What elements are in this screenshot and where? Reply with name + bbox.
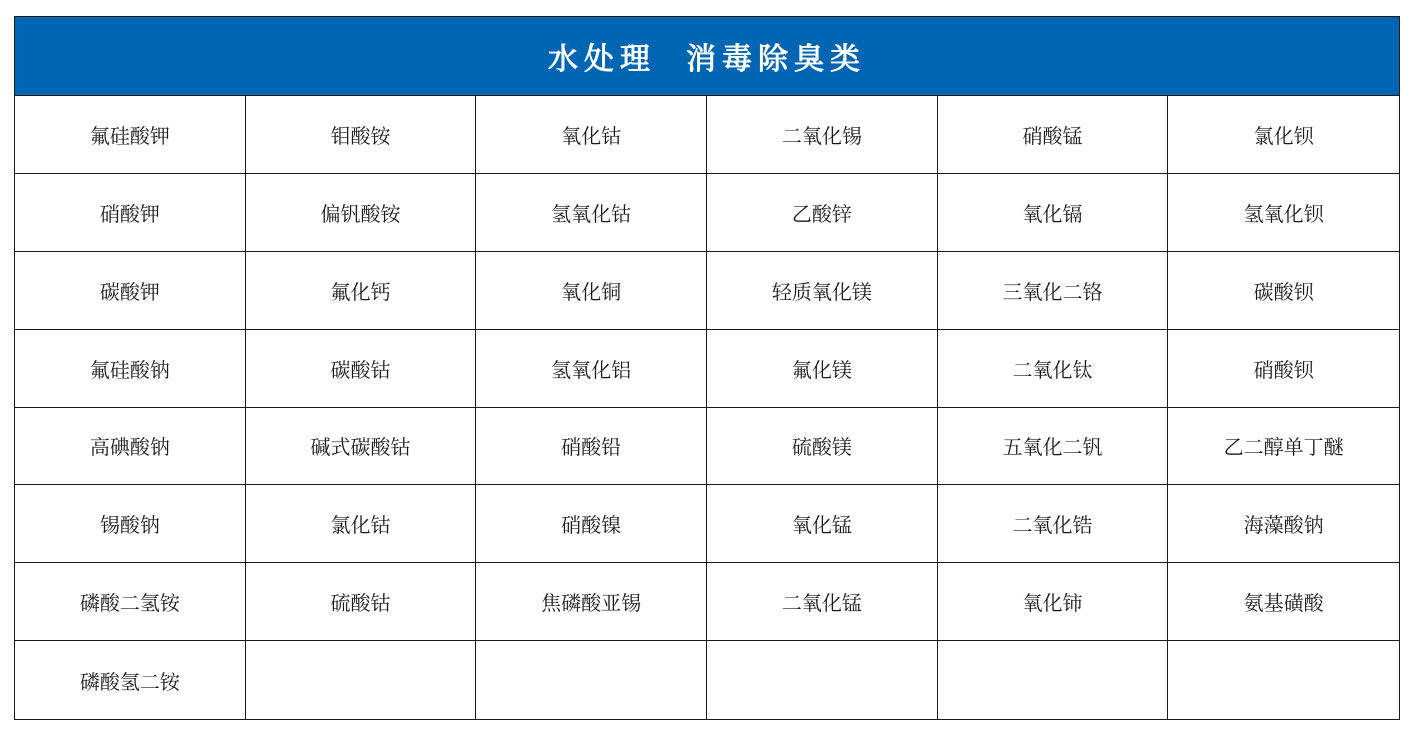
product-grid [15, 96, 1399, 719]
table-cell: 氧化铜 [476, 252, 707, 330]
table-cell: 氧化镉 [938, 174, 1169, 252]
table-cell: 硝酸钾 [15, 174, 246, 252]
table-cell [707, 641, 938, 719]
table-cell: 碳酸钾 [15, 252, 246, 330]
table-cell: 钼酸铵 [246, 96, 477, 174]
table-cell: 氯化钴 [246, 485, 477, 563]
table-cell: 二氧化锰 [707, 563, 938, 641]
table-cell [1168, 641, 1399, 719]
product-table-frame [14, 16, 1400, 720]
table-cell: 碳酸钡 [1168, 252, 1399, 330]
table-cell: 高碘酸钠 [15, 408, 246, 486]
table-cell: 乙酸锌 [707, 174, 938, 252]
table-cell: 碱式碳酸钴 [246, 408, 477, 486]
table-cell: 三氧化二铬 [938, 252, 1169, 330]
table-cell: 磷酸氢二铵 [15, 641, 246, 719]
table-cell: 氧化钴 [476, 96, 707, 174]
table-cell: 氧化铈 [938, 563, 1169, 641]
table-cell: 硫酸镁 [707, 408, 938, 486]
table-cell: 氧化锰 [707, 485, 938, 563]
table-cell: 偏钒酸铵 [246, 174, 477, 252]
header-category: 水处理 [548, 42, 656, 77]
table-cell: 氟硅酸钾 [15, 96, 246, 174]
table-cell: 轻质氧化镁 [707, 252, 938, 330]
table-header-banner [15, 17, 1399, 96]
table-cell: 五氧化二钒 [938, 408, 1169, 486]
table-cell: 氢氧化铝 [476, 330, 707, 408]
table-cell: 氟硅酸钠 [15, 330, 246, 408]
table-cell [246, 641, 477, 719]
table-cell: 锡酸钠 [15, 485, 246, 563]
table-cell: 硫酸钴 [246, 563, 477, 641]
table-cell: 二氧化锡 [707, 96, 938, 174]
table-cell [938, 641, 1169, 719]
table-cell: 硝酸镍 [476, 485, 707, 563]
table-cell: 焦磷酸亚锡 [476, 563, 707, 641]
table-cell: 磷酸二氢铵 [15, 563, 246, 641]
table-cell: 硝酸铅 [476, 408, 707, 486]
table-cell: 二氧化锆 [938, 485, 1169, 563]
table-cell: 硝酸锰 [938, 96, 1169, 174]
table-cell: 乙二醇单丁醚 [1168, 408, 1399, 486]
table-cell: 氢氧化钴 [476, 174, 707, 252]
header-subcategory: 消毒除臭类 [686, 42, 866, 77]
table-cell: 氨基磺酸 [1168, 563, 1399, 641]
table-cell: 碳酸钴 [246, 330, 477, 408]
table-cell: 氟化钙 [246, 252, 477, 330]
table-cell: 硝酸钡 [1168, 330, 1399, 408]
table-cell: 氢氧化钡 [1168, 174, 1399, 252]
table-cell: 氟化镁 [707, 330, 938, 408]
table-cell: 二氧化钛 [938, 330, 1169, 408]
table-cell [476, 641, 707, 719]
table-cell: 海藻酸钠 [1168, 485, 1399, 563]
table-cell: 氯化钡 [1168, 96, 1399, 174]
